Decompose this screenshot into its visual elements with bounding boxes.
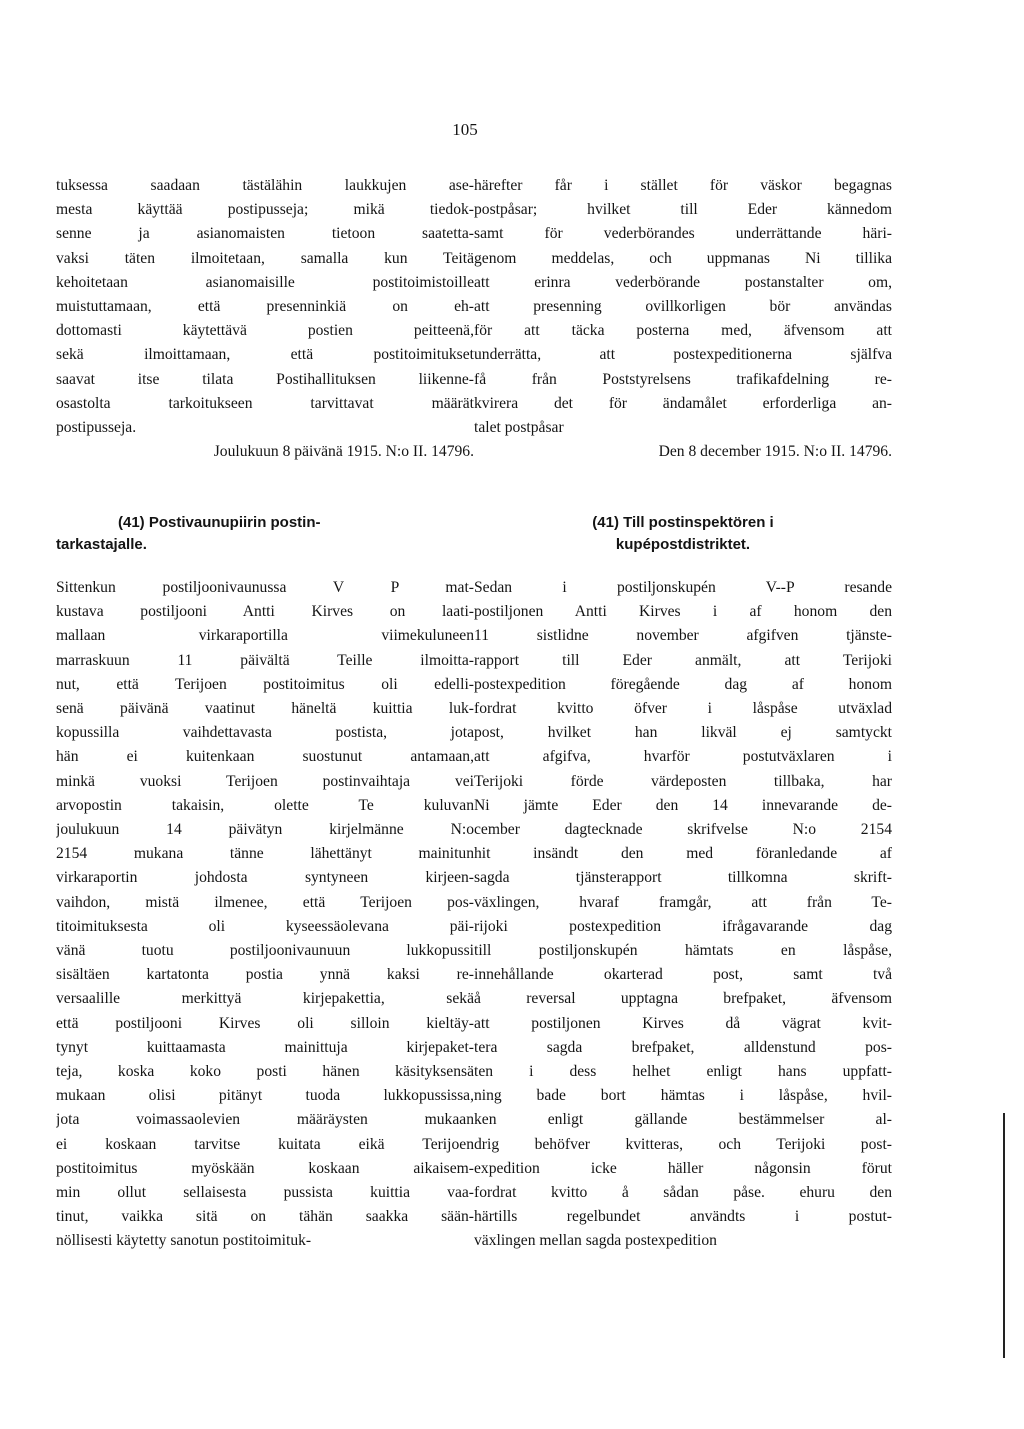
text-line: till postiljonskupén hämtats en låspåse, [474,942,892,960]
text-line: että postiljooni Kirves oli silloin kieltäy- [56,1014,474,1032]
text-line: rapport till Eder anmält, att Terijoki [474,651,892,669]
text-line: för att täcka posterna med, äfvensom att [474,322,892,340]
text-line: ten i dess helhet enligt hans uppfatt- [474,1063,892,1081]
text-line: ken enligt gällande bestämmelser al- [474,1111,892,1129]
text-line: tuksessa saadaan tästälähin laukkujen ase- [56,177,474,194]
right-top-signature: Den 8 december 1915. N:o II. 14796. [658,443,892,461]
text-line: expedition icke häller någonsin förut [474,1159,892,1177]
text-line: hit insändt den med föranledande af [474,845,892,863]
text-line: nut, että Terijoen postitoimitus oli edelli- [56,675,474,693]
text-line: att afgifva, hvarför postutväxlaren i [474,748,892,766]
right-top-block [474,174,892,464]
right-section-paragraph [474,576,892,1254]
text-line: sagda tjänsterapport tillkomna skrift- [474,869,892,887]
left-section-heading [56,512,474,556]
right-heading-line-1: (41) Till postinspektören i [592,514,774,531]
text-line: 2154 mukana tänne lähettänyt mainitun [56,845,474,863]
text-line: att erinra vederbörande postanstalter om, [474,273,892,291]
text-line: innehållande okarterad post, samt två [474,966,892,984]
text-line: vaksi täten ilmoitetaan, samalla kun Teitä [56,249,474,267]
text-line: versaalille merkittyä kirjepakettia, sekä [56,990,474,1008]
text-line: å reversal upptagna brefpaket, äfvensom [474,990,892,1008]
text-line: arvopostin takaisin, olette Te kuluvan [56,796,474,814]
text-line: rijoki postexpedition ifrågavarande dag [474,917,892,935]
text-line: att postiljonen Kirves då vägrat kvit- [474,1014,892,1032]
right-section-heading [474,512,892,556]
margin-rule [1003,1113,1005,1358]
left-section-body [56,576,474,1254]
text-line: genom meddelas, och uppmanas Ni tillika [474,249,892,267]
text-line: virkaraportin johdosta syntyneen kirjeen- [56,869,474,887]
text-line: postipusseja. [56,419,137,437]
text-line: teja, koska koko posti hänen käsityksensä [56,1063,474,1081]
text-line: 11 sistlidne november afgifven tjänste- [474,627,892,645]
text-line: talet postpåsar [474,419,564,437]
text-line: samt för vederbörandes underrättande häri- [474,225,892,243]
text-line: jota voimassaolevien määräysten mukaan [56,1111,474,1129]
text-line: att presenning ovillkorligen bör användas [474,298,892,316]
text-line: fordrat kvitto öfver i låspåse utväxlad [474,700,892,718]
text-line: marraskuun 11 päivältä Teille ilmoitta- [56,651,474,669]
right-section-body [474,576,892,1254]
left-heading-line-1: (41) Postivaunupiirin postin- [118,514,321,531]
text-line: tera sagda brefpaket, alldenstund pos- [474,1038,892,1056]
text-line: cember dagtecknade skrifvelse N:o 2154 [474,821,892,839]
text-line: Ni jämte Eder den 14 innevarande de- [474,796,892,814]
text-line: tinut, vaikka sitä on tähän saakka sään- [56,1208,474,1226]
text-line: min ollut sellaisesta pussista kuittia vaa- [56,1184,474,1202]
text-line: kehoitetaan asianomaisille postitoimistoille [56,273,474,291]
text-line: nöllisesti käytetty sanotun postitoimituk- [56,1232,312,1250]
text-line: tynyt kuittaamasta mainittuja kirjepaket- [56,1038,474,1056]
text-line: ning bade bort hämtas i låspåse, hvil- [474,1087,892,1105]
text-line: Terijoki förde värdeposten tillbaka, har [474,772,892,790]
text-line: Sedan i postiljonskupén V--P resande [474,579,892,596]
text-line: vaihdon, mistä ilmenee, että Terijoen pos- [56,893,474,911]
text-line: senne ja asianomaisten tietoon saatetta- [56,225,474,243]
left-top-block [56,174,474,464]
text-line: växlingen mellan sagda postexpedition [474,1232,717,1250]
left-top-paragraph [56,174,474,440]
right-top-paragraph [474,174,892,440]
text-line: mesta käyttää postipusseja; mikä tiedok- [56,201,474,219]
text-line: hän ei kuitenkaan suostunut antamaan, [56,748,474,766]
text-line: växlingen, hvaraf framgår, att från Te- [474,893,892,911]
text-line: kustava postiljooni Antti Kirves on laati- [56,603,474,621]
text-line: härtills regelbundet användts i postut- [474,1208,892,1226]
text-line: få från Poststyrelsens trafikafdelning re- [474,370,892,388]
text-line: fordrat kvitto å sådan påse. ehuru den [474,1184,892,1202]
text-line: osastolta tarkoitukseen tarvittavat määrät [56,394,474,412]
left-top-signature: Joulukuun 8 päivänä 1915. N:o II. 14796. [213,443,474,461]
text-line: saavat itse tilata Postihallituksen liikenne- [56,370,474,388]
page-number: 105 [452,120,478,139]
text-line: joulukuun 14 päivätyn kirjelmänne N:o [56,821,474,839]
text-line: postiljonen Antti Kirves i af honom den [474,603,892,621]
text-line: härefter får i stället för väskor begagnas [474,177,892,194]
left-heading-line-2: tarkastajalle. [56,536,147,553]
text-line: postexpedition föregående dag af honom [474,675,892,693]
text-line: underrätta, att postexpeditionerna själfva [474,346,892,364]
text-line: titoimituksesta oli kyseessäolevana päi- [56,917,474,935]
left-section-paragraph [56,576,474,1254]
text-line: mukaan olisi pitänyt tuoda lukkopussissa, [56,1087,474,1105]
text-line: ei koskaan tarvitse kuitata eikä Terijoen [56,1135,474,1153]
text-line: kvirera det för ändamålet erforderliga an- [474,394,892,412]
text-line: drig behöfver kvitteras, och Terijoki post- [474,1135,892,1153]
text-line: minkä vuoksi Terijoen postinvaihtaja vei [56,772,474,790]
text-line: post, hvilket han likväl ej samtyckt [474,724,892,742]
text-line: senä päivänä vaatinut häneltä kuittia luk- [56,700,474,718]
right-heading-line-2: kupépostdistriktet. [615,536,751,553]
text-line: Sittenkun postiljoonivaunussa V P mat- [56,579,474,596]
text-line: postpåsar; hvilket till Eder kännedom [474,201,892,219]
text-line: kopussilla vaihdettavasta postista, jota [56,724,474,742]
text-line: mallaan virkaraportilla viimekuluneen [56,627,474,645]
text-line: sisältäen kartatonta postia ynnä kaksi re- [56,966,474,984]
text-line: postitoimitus myöskään koskaan aikaisem- [56,1159,474,1177]
text-line: vänä tuotu postiljoonivaunuun lukkopussi [56,942,474,960]
text-line: sekä ilmoittamaan, että postitoimitukset [56,346,474,364]
text-line: dottomasti käytettävä postien peitteenä, [56,322,474,340]
text-line: muistuttamaan, että presenninkiä on eh- [56,298,474,316]
